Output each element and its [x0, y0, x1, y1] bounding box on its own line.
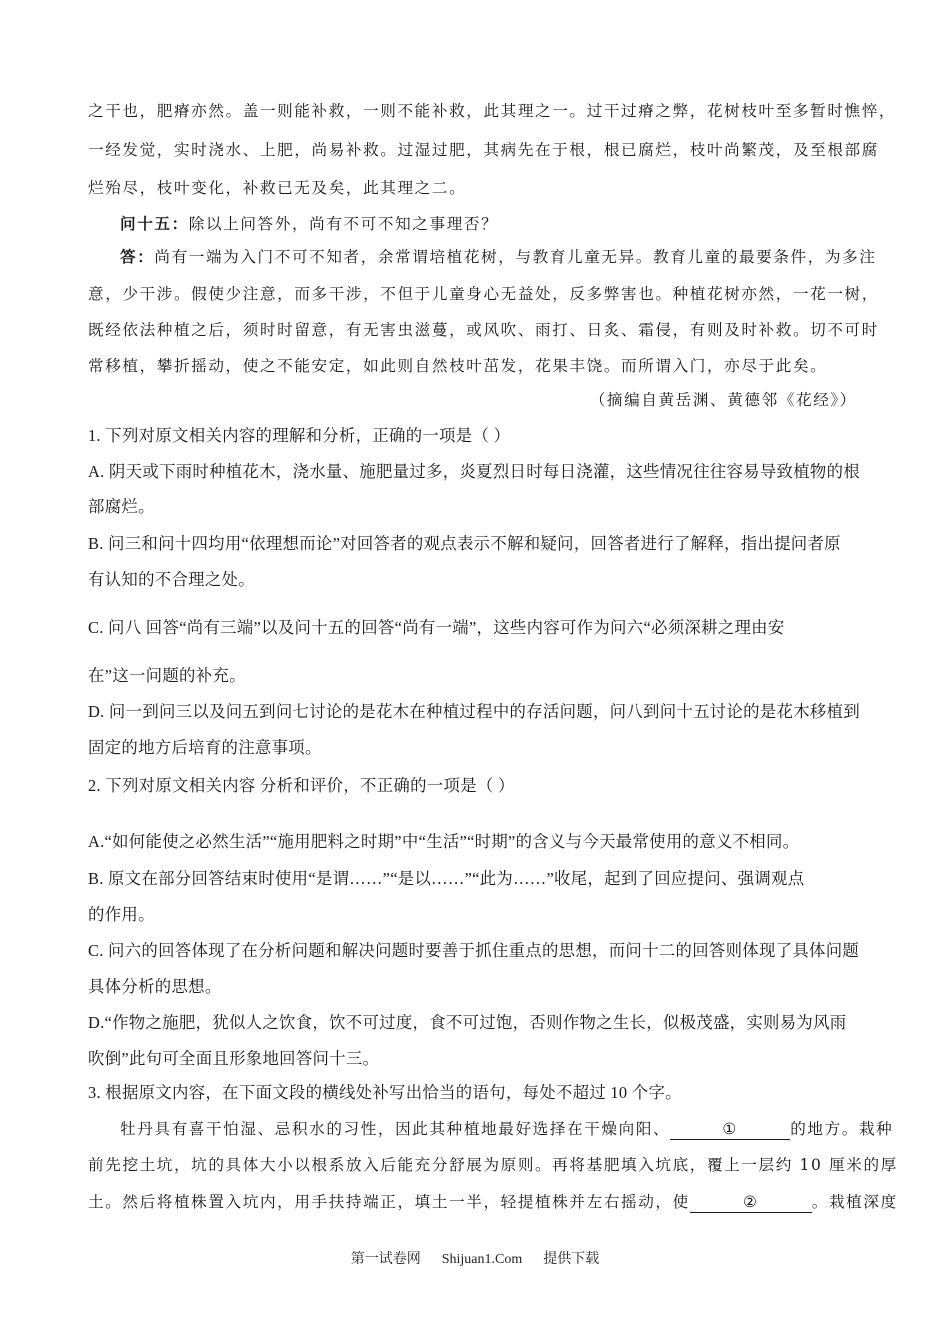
passage-source: （摘编自黄岳渊、黄德邻《花经》） [589, 391, 857, 409]
page-footer: 第一试卷网 Shijuan1.Com 提供下载 [350, 1252, 600, 1267]
q2-option-c: C. 问六的回答体现了在分析问题和解决问题时要善于抓住重点的思想，而问十二的回答则体现了具体问题 [88, 941, 860, 960]
q1-option-d: D. 问一到问三以及问五到问七讨论的是花木在种植过程中的存活问题，问八到问十五讨论的是花木移植到 [88, 702, 861, 721]
q2-option-b: B. 原文在部分回答结束时使用“是谓……”“是以……”“此为……”收尾，起到了回应提问、强调观点 [88, 869, 805, 888]
q2-option-a: A.“如何能使之必然生活”“施用肥料之时期”中“生活”“时期”的含义与今天最常使用的意义不相同。 [88, 832, 800, 851]
passage-line: 之干也，肥瘠亦然。盖一则能补救，一则不能补救，此其理之一。过干过瘠之弊，花树枝叶至多暂时憔悴， [88, 102, 897, 120]
passage-line: 烂殆尽，枝叶变化，补救已无及矣，此其理之二。 [88, 179, 467, 197]
q2-option-c-cont: 具体分析的思想。 [88, 977, 222, 996]
q1-option-c-cont: 在”这一问题的补充。 [88, 666, 246, 685]
q1-option-b: B. 问三和问十四均用“依理想而论”对回答者的观点表示不解和疑问，回答者进行了解释，指出提问者原 [88, 534, 841, 553]
q2-option-b-cont: 的作用。 [88, 905, 155, 924]
q15-line [120, 216, 498, 233]
q2-stem: 2. 下列对原文相关内容 分析和评价，不正确的一项是（ ） [88, 776, 515, 795]
q2-option-d: D.“作物之施肥，犹似人之饮食，饮不可过度，食不可过饱，否则作物之生长，似极茂盛，实则易为风雨 [88, 1013, 847, 1032]
q3-paragraph-line: 前先挖土坑，坑的具体大小以根系放入后能充分舒展为原则。再将基肥填入坑底，覆上一层约 10 厘米的厚 [88, 1156, 898, 1174]
q3-paragraph-line [88, 1195, 898, 1213]
q1-option-b-cont: 有认知的不合理之处。 [88, 570, 255, 589]
passage-line: 既经依法种植之后，须时时留意，有无害虫滋蔓，或风吹、雨打、日炙、霜侵，有则及时补救。切不可时 [88, 321, 879, 339]
q3-text: 。栽植深度 [811, 1193, 898, 1211]
passage-line: 一经发觉，实时浇水、上肥，尚易补救。过湿过肥，其病先在于根，根已腐烂，枝叶尚繁茂，及至根部腐 [88, 141, 879, 159]
q15-label: 问十五： [120, 214, 189, 233]
passage-line: 常移植，攀折摇动，使之不能安定，如此则自然枝叶茁发，花果丰饶。而所谓入门，亦尽于此矣。 [88, 357, 828, 375]
q3-text: 牡丹具有喜干怕湿、忌积水的习性，因此其种植地最好选择在干燥向阳、 [120, 1120, 671, 1138]
q3-paragraph-line [120, 1122, 893, 1140]
a15-label: 答： [120, 247, 155, 266]
q3-stem: 3. 根据原文内容，在下面文段的横线处补写出恰当的语句，每处不超过 10 个字。 [88, 1083, 682, 1102]
q1-option-d-cont: 固定的地方后培育的注意事项。 [88, 738, 322, 757]
a15-line [120, 249, 877, 266]
a15-first: 尚有一端为入门不可不知者，余常谓培植花树，与教育儿童无异。教育儿童的最要条件，为多注 [154, 248, 877, 266]
q2-option-d-cont: 吹倒”此句可全面且形象地回答问十三。 [88, 1049, 380, 1068]
q1-option-a-cont: 部腐烂。 [88, 497, 155, 516]
q1-option-a: A. 阴天或下雨时种植花木，浇水量、施肥量过多，炎夏烈日时每日浇灌，这些情况往往容易导致植物的根 [88, 462, 861, 481]
passage-line: 意，少干涉。假使少注意，而多干涉，不但于儿童身心无益处，反多弊害也。种植花树亦然，一花一树， [88, 285, 879, 303]
q1-stem: 1. 下列对原文相关内容的理解和分析，正确的一项是（ ） [88, 426, 511, 445]
q1-option-c: C. 问八 回答“尚有三端”以及问十五的回答“尚有一端”，这些内容可作为问六“必须深耕之理由安 [88, 618, 785, 637]
answer-blank-2[interactable]: ② [690, 1195, 812, 1213]
q3-text: 土。然后将植株置入坑内，用手扶持端正，填土一半，轻提植株并左右摇动，使 [88, 1193, 690, 1211]
q15-text: 除以上问答外，尚有不可不知之事理否？ [188, 215, 499, 233]
q3-text: 的地方。栽种 [790, 1120, 894, 1138]
answer-blank-1[interactable]: ① [670, 1122, 790, 1140]
